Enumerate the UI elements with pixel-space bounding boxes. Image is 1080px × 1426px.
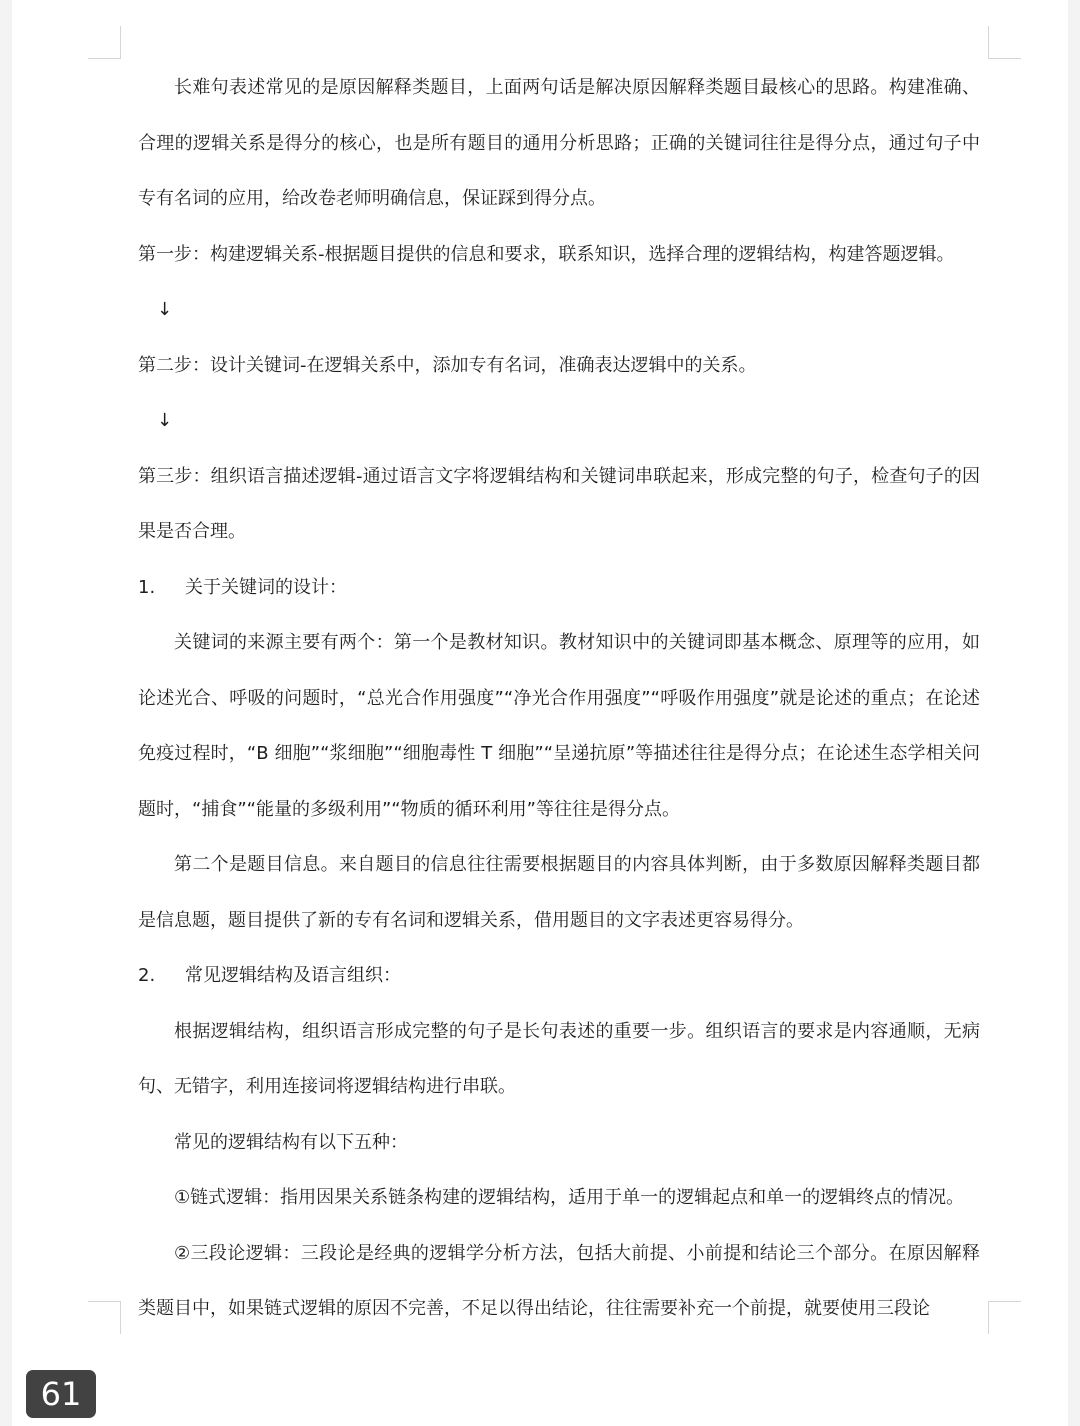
section-number: 2. — [138, 965, 156, 986]
syllogism-logic-paragraph: ②三段论逻辑：三段论是经典的逻辑学分析方法，包括大前提、小前提和结论三个部分。在原因解释类题目中，如果链式逻辑的原因不完善，不足以得出结论，往往需要补充一个前提，就要使用三段论 — [138, 1242, 980, 1319]
step-three: 第三步：组织语言描述逻辑-通过语言文字将逻辑结构和关键词串联起来，形成完整的句子，检查句子的因果是否合理。 — [138, 465, 980, 542]
language-organization-paragraph: 根据逻辑结构，组织语言形成完整的句子是长句表述的重要一步。组织语言的要求是内容通顺，无病句、无错字，利用连接词将逻辑结构进行串联。 — [138, 1020, 980, 1097]
intro-paragraph: 长难句表述常见的是原因解释类题目，上面两句话是解决原因解释类题目最核心的思路。构建准确、合理的逻辑关系是得分的核心，也是所有题目的通用分析思路；正确的关键词往往是得分点，通过句子中专有名词的应用，给改卷老师明确信息，保证踩到得分点。 — [138, 77, 980, 209]
down-arrow-icon: ↓ — [157, 299, 173, 320]
step-one: 第一步：构建逻辑关系-根据题目提供的信息和要求，联系知识，选择合理的逻辑结构，构建答题逻辑。 — [138, 243, 955, 265]
crop-mark-bottom-left — [88, 1301, 121, 1334]
section-heading-2 — [138, 948, 980, 1004]
chain-logic-paragraph: ①链式逻辑：指用因果关系链条构建的逻辑结构，适用于单一的逻辑起点和单一的逻辑终点的情况。 — [174, 1187, 965, 1208]
section-title: 关于关键词的设计： — [185, 576, 347, 598]
logic-structures-intro: 常见的逻辑结构有以下五种： — [174, 1131, 408, 1153]
down-arrow-icon: ↓ — [157, 410, 173, 431]
section-heading-1 — [138, 560, 980, 616]
question-info-paragraph: 第二个是题目信息。来自题目的信息往往需要根据题目的内容具体判断，由于多数原因解释类题目都是信息题，题目提供了新的专有名词和逻辑关系，借用题目的文字表述更容易得分。 — [138, 854, 980, 931]
keyword-source-paragraph: 关键词的来源主要有两个：第一个是教材知识。教材知识中的关键词即基本概念、原理等的应用，如论述光合、呼吸的问题时，“总光合作用强度”“净光合作用强度”“呼吸作用强度”就是论述的重点；在论述免疫过程时，“B 细胞”“浆细胞”“细胞毒性 T 细胞”“呈递抗原”等描述往往是得分点；在论述生态学相关问题时，“捕食”“能量的多级利用”“物质的循环利用”等往往是得分点。 — [138, 632, 980, 820]
document-body — [138, 60, 980, 1337]
crop-mark-top-left — [88, 26, 121, 59]
crop-mark-bottom-right — [988, 1301, 1021, 1334]
page-number-badge: 61 — [26, 1370, 96, 1418]
section-number: 1. — [138, 576, 156, 598]
step-two: 第二步：设计关键词-在逻辑关系中，添加专有名词，准确表达逻辑中的关系。 — [138, 354, 757, 376]
crop-mark-top-right — [988, 26, 1021, 59]
section-title: 常见逻辑结构及语言组织： — [185, 965, 401, 986]
